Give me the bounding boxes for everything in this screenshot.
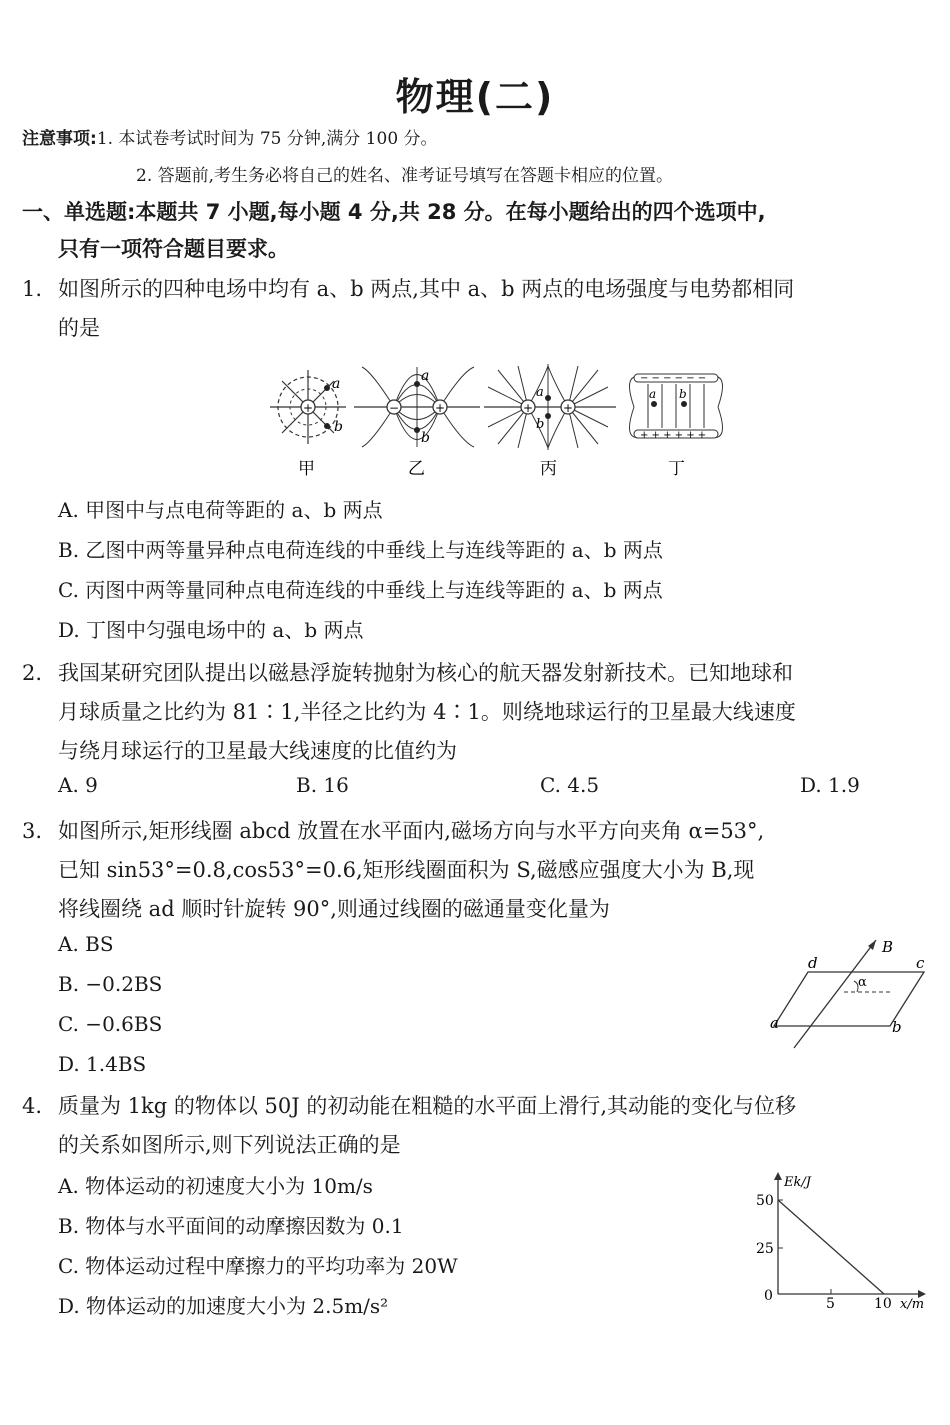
q2-option-a: A. 9 [58, 773, 98, 797]
q2-stem-line-3: 与绕月球运行的卫星最大线速度的比值约为 [58, 739, 457, 763]
q2-stem-line-2: 月球质量之比约为 81∶1,半径之比约为 4∶1。则绕地球运行的卫星最大线速度 [58, 700, 796, 724]
fig-jia [270, 370, 346, 444]
fig-label-jia: 甲 [298, 459, 315, 479]
q3-option-b: B. −0.2BS [58, 972, 163, 996]
notes-item-1: 1. 本试卷考试时间为 75 分钟,满分 100 分。 [96, 129, 438, 149]
q1-stem-line-2: 的是 [58, 316, 100, 340]
fig-label-bing: 丙 [540, 459, 557, 479]
q4-x-label: x/m [900, 1297, 925, 1312]
q1-option-c: C. 丙图中两等量同种点电荷连线的中垂线上与连线等距的 a、b 两点 [58, 578, 663, 602]
q3-coil-figure [764, 934, 934, 1054]
svg-text:b: b [679, 387, 687, 401]
svg-text:a: a [421, 368, 430, 384]
q3-label-d: d [808, 954, 818, 972]
section-1-line-1: 一、单选题:本题共 7 小题,每小题 4 分,共 28 分。在每小题给出的四个选项中, [22, 200, 766, 224]
q4-stem-line-1: 质量为 1kg 的物体以 50J 的初动能在粗糙的水平面上滑行,其动能的变化与位移 [58, 1094, 797, 1118]
q1-number: 1. [22, 277, 43, 301]
q3-label-alpha: α [858, 975, 867, 990]
q4-stem-line-2: 的关系如图所示,则下列说法正确的是 [58, 1133, 401, 1157]
q4-y-tick-0: 0 [764, 1288, 773, 1304]
q4-ek-line [778, 1200, 884, 1294]
q4-option-b: B. 物体与水平面间的动摩擦因数为 0.1 [58, 1214, 404, 1238]
q2-option-c: C. 4.5 [540, 773, 600, 797]
q3-label-a: a [770, 1014, 779, 1032]
q4-number: 4. [22, 1094, 43, 1118]
svg-text:+: + [303, 401, 314, 415]
q3-label-c: c [916, 954, 925, 972]
svg-text:+: + [563, 401, 574, 415]
q2-number: 2. [22, 661, 43, 685]
q4-x-tick-5: 5 [826, 1296, 835, 1312]
svg-text:b: b [334, 419, 343, 435]
q4-y-tick-50: 50 [756, 1193, 774, 1209]
svg-text:+: + [523, 401, 534, 415]
svg-text:a: a [649, 387, 657, 401]
notes-item-2: 2. 答题前,考生务必将自己的姓名、准考证号填写在答题卡相应的位置。 [136, 166, 674, 186]
q3-option-a: A. BS [58, 932, 114, 956]
svg-text:−: − [389, 401, 400, 415]
q2-stem-line-1: 我国某研究团队提出以磁悬浮旋转抛射为核心的航天器发射新技术。已知地球和 [58, 661, 793, 685]
section-1-line-2: 只有一项符合题目要求。 [58, 237, 289, 261]
q4-option-d: D. 物体运动的加速度大小为 2.5m/s² [58, 1294, 389, 1318]
svg-text:+: + [435, 401, 446, 415]
q1-option-b: B. 乙图中两等量异种点电荷连线的中垂线上与连线等距的 a、b 两点 [58, 538, 663, 562]
fig-yi [354, 367, 480, 447]
q1-stem-line-1: 如图所示的四种电场中均有 a、b 两点,其中 a、b 两点的电场强度与电势都相同 [58, 277, 795, 301]
q4-y-label: Ek/J [784, 1175, 811, 1190]
fig-bing [484, 364, 616, 450]
svg-text:− − − − − −: − − − − − − [640, 373, 707, 384]
q4-ek-graph [752, 1170, 938, 1318]
q3-label-b-field: B [882, 938, 894, 956]
q3-option-c: C. −0.6BS [58, 1012, 163, 1036]
fig-ding [630, 373, 723, 441]
q3-option-d: D. 1.4BS [58, 1052, 147, 1076]
svg-text:a: a [332, 376, 341, 392]
q3-stem-line-3: 将线圈绕 ad 顺时针旋转 90°,则通过线圈的磁通量变化量为 [58, 897, 610, 921]
svg-text:+ + + + + +: + + + + + + [640, 430, 707, 441]
svg-text:b: b [536, 417, 545, 432]
svg-text:b: b [421, 430, 430, 446]
q3-stem-line-2: 已知 sin53°=0.8,cos53°=0.6,矩形线圈面积为 S,磁感应强度大小为 B,现 [58, 858, 755, 882]
fig-label-ding: 丁 [668, 459, 685, 479]
q2-option-d: D. 1.9 [800, 773, 860, 797]
q4-x-tick-10: 10 [874, 1296, 892, 1312]
svg-text:a: a [536, 385, 544, 400]
q3-number: 3. [22, 819, 43, 843]
q3-label-b: b [892, 1018, 902, 1036]
notes-line-1 [22, 124, 438, 149]
fig-label-yi: 乙 [408, 459, 425, 479]
q1-option-d: D. 丁图中匀强电场中的 a、b 两点 [58, 618, 364, 642]
q1-option-a: A. 甲图中与点电荷等距的 a、b 两点 [58, 498, 383, 522]
q4-option-c: C. 物体运动过程中摩擦力的平均功率为 20W [58, 1254, 458, 1278]
q4-y-tick-25: 25 [756, 1241, 774, 1257]
q2-option-b: B. 16 [296, 773, 349, 797]
page-title: 物理(二) [395, 75, 555, 119]
q4-option-a: A. 物体运动的初速度大小为 10m/s [58, 1174, 373, 1198]
notes-label: 注意事项: [22, 129, 97, 149]
q3-stem-line-1: 如图所示,矩形线圈 abcd 放置在水平面内,磁场方向与水平方向夹角 α=53°, [58, 819, 765, 843]
q1-field-figures [262, 362, 732, 482]
